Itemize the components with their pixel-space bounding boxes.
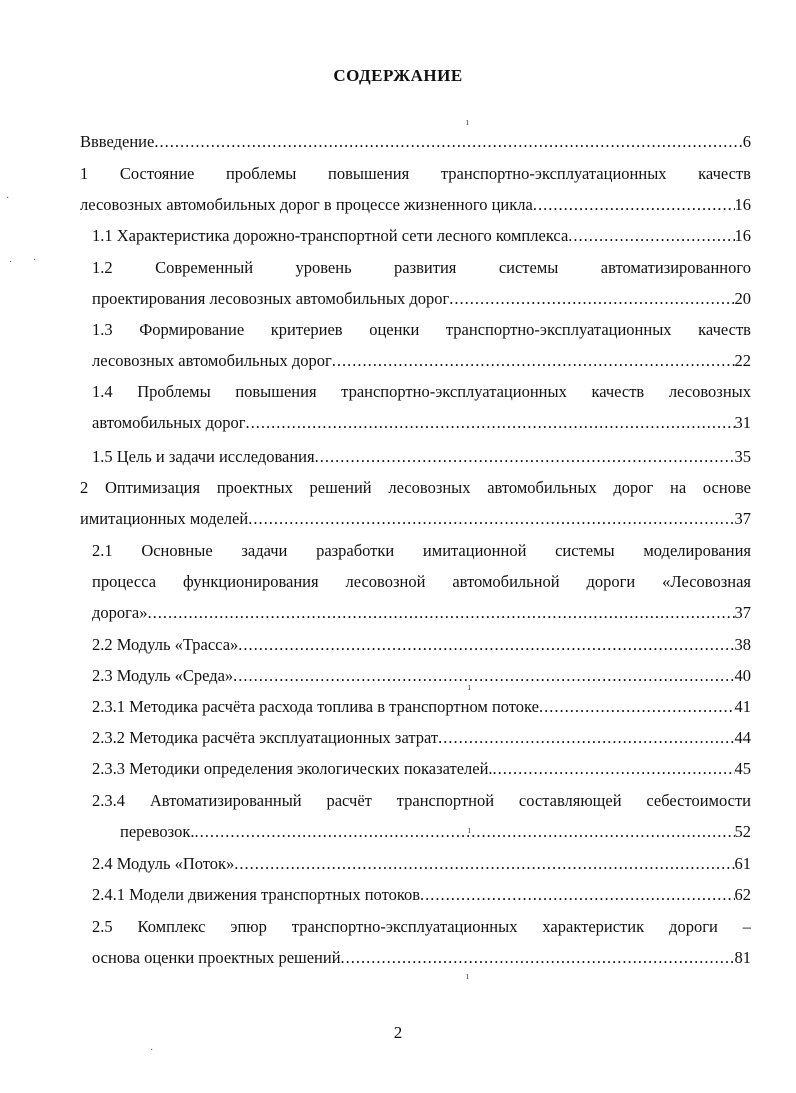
toc-entry [92, 722, 751, 753]
toc-dot-leader [154, 126, 742, 157]
toc-entry [92, 753, 751, 784]
toc-dot-leader [539, 691, 735, 722]
scan-speck: ı [468, 682, 471, 693]
toc-entry-line [92, 816, 751, 847]
toc-word: Состояние [119, 164, 195, 183]
toc-word: Формирование [139, 320, 245, 339]
toc-page-number: 62 [734, 885, 751, 904]
toc-entry-line [92, 283, 751, 314]
toc-word: системы [498, 258, 559, 277]
toc-word: транспортно-эксплуатационных [341, 382, 567, 401]
toc-word: качеств [698, 320, 751, 339]
toc-entry-line [80, 158, 751, 189]
toc-entry-title: проектирования лесовозных автомобильных дорог [92, 289, 450, 308]
toc-entry-line [80, 126, 751, 157]
toc-entry [80, 126, 751, 157]
toc-word: 2.1 [92, 541, 113, 560]
toc-entry-title: 2.4.1 Модели движения транспортных потоков [92, 885, 421, 904]
toc-word: качеств [698, 164, 751, 183]
page-title: СОДЕРЖАНИЕ [333, 66, 463, 85]
toc-word: себестоимости [646, 791, 751, 810]
toc-page-number: 35 [734, 447, 751, 466]
scan-speck: ı [466, 971, 469, 982]
toc-dot-leader [194, 816, 734, 847]
toc-entry-line [80, 472, 751, 503]
toc-dot-leader [533, 189, 735, 220]
toc-word: транспортно-эксплуатационных [445, 320, 672, 339]
toc-word: развития [394, 258, 457, 277]
toc-word: повышения [327, 164, 410, 183]
toc-dot-leader [568, 220, 734, 251]
toc-word: решений [309, 478, 372, 497]
scan-speck: · [9, 257, 13, 268]
toc-entry [80, 158, 751, 220]
toc-word: лесовозных [668, 382, 751, 401]
toc-entry [92, 314, 751, 376]
toc-page-number: 16 [734, 226, 751, 245]
toc-entry-line [80, 189, 751, 220]
toc-entry-line [92, 597, 751, 628]
toc-entry-line [92, 535, 751, 566]
toc-word: транспортно-эксплуатационных [440, 164, 667, 183]
toc-word: функционирования [183, 572, 319, 591]
toc-word: дороги [586, 572, 636, 591]
toc-entry-line [92, 220, 751, 251]
toc-word: транспортной [396, 791, 495, 810]
toc-word: Современный [155, 258, 254, 277]
toc-dot-leader [449, 283, 734, 314]
toc-dot-leader [315, 441, 735, 472]
toc-entry [92, 848, 751, 879]
toc-entry-line [92, 441, 751, 472]
toc-page-number: 31 [734, 413, 751, 432]
toc-word: 1.4 [92, 382, 113, 401]
toc-word: 2.3.4 [92, 791, 125, 810]
toc-page-number: 41 [734, 697, 751, 716]
toc-page-number: 52 [734, 822, 751, 841]
toc-word: моделирования [643, 541, 751, 560]
toc-word: качеств [591, 382, 645, 401]
toc-entry [92, 220, 751, 251]
scan-speck: · [33, 255, 37, 266]
toc-entry-line [92, 345, 751, 376]
toc-word: 2.5 [92, 917, 113, 936]
toc-entry-title: 1.5 Цель и задачи исследования [92, 447, 315, 466]
toc-dot-leader [332, 345, 735, 376]
toc-entry [92, 376, 751, 438]
toc-entry [92, 629, 751, 660]
toc-word: автоматизированного [600, 258, 751, 277]
toc-word: имитационной [422, 541, 527, 560]
toc-word: Оптимизация [104, 478, 201, 497]
toc-word: основе [702, 478, 751, 497]
toc-word: дороги [669, 917, 718, 936]
toc-word: 1 [80, 164, 89, 183]
toc-page-number: 20 [734, 289, 751, 308]
toc-word: лесовозной [345, 572, 426, 591]
toc-word: разработки [316, 541, 395, 560]
toc-page-number: 16 [734, 195, 751, 214]
scan-speck: · [150, 1045, 154, 1056]
toc-word: автомобильных [487, 478, 597, 497]
toc-entry-title: лесовозных автомобильных дорог [92, 351, 332, 370]
toc-entry-title: 2.3.2 Методика расчёта эксплуатационных затрат [92, 728, 439, 747]
toc-page-number: 38 [734, 635, 751, 654]
toc-word: эпюр [230, 917, 267, 936]
toc-entry-line [80, 503, 751, 534]
toc-entry-line [92, 252, 751, 283]
toc-entry [92, 252, 751, 314]
toc-word: уровень [295, 258, 352, 277]
toc-word: критериев [270, 320, 343, 339]
toc-entry-line [92, 566, 751, 597]
toc-entry-line [92, 785, 751, 816]
toc-word: транспортно-эксплуатационных [291, 917, 518, 936]
scan-speck: ı [468, 825, 471, 836]
toc-word: 2 [80, 478, 89, 497]
toc-entry-title: перевозок. [120, 822, 195, 841]
toc-entry-title: Ввведение [80, 132, 155, 151]
toc-word: лесовозных [388, 478, 471, 497]
toc-entry-line [92, 314, 751, 345]
toc-entry-line [92, 722, 751, 753]
toc-page-number: 40 [734, 666, 751, 685]
toc-word: проблемы [225, 164, 297, 183]
scan-speck: ı [466, 117, 469, 128]
toc-dot-leader [341, 942, 735, 973]
toc-entry [92, 535, 751, 628]
toc-dot-leader [248, 503, 734, 534]
toc-entry [92, 691, 751, 722]
toc-page-number: 6 [742, 132, 751, 151]
toc-word: дорог [613, 478, 654, 497]
toc-word: характеристик [542, 917, 645, 936]
toc-word: оценки [369, 320, 420, 339]
toc-page-number: 61 [734, 854, 751, 873]
toc-entry-title: автомобильных дорог [92, 413, 246, 432]
toc-dot-leader [148, 597, 735, 628]
toc-entry-line [92, 911, 751, 942]
toc-entry-title: 1.1 Характеристика дорожно-транспортной сети лесного комплекса [92, 226, 569, 245]
toc-entry [92, 785, 751, 847]
toc-dot-leader [238, 629, 734, 660]
toc-word: 1.2 [92, 258, 113, 277]
toc-word: Основные [141, 541, 213, 560]
toc-page-number: 45 [734, 759, 751, 778]
toc-entry-line [92, 942, 751, 973]
toc-word: расчёт [326, 791, 372, 810]
toc-entry [92, 911, 751, 973]
toc-entry [92, 441, 751, 472]
toc-entry-title: 2.3.1 Методика расчёта расхода топлива в транспортном потоке [92, 697, 539, 716]
toc-dot-leader [493, 753, 735, 784]
toc-entry-line [92, 407, 751, 438]
toc-entry-line [92, 660, 751, 691]
toc-dot-leader [438, 722, 734, 753]
toc-entry-title: основа оценки проектных решений [92, 948, 341, 967]
toc-dot-leader [233, 660, 734, 691]
toc-word: Комплекс [137, 917, 206, 936]
toc-entry-title: 2.3.3 Методики определения экологических показателей. [92, 759, 493, 778]
toc-word: на [670, 478, 687, 497]
toc-entry-title: дорога» [92, 603, 148, 622]
toc-entry-line [92, 629, 751, 660]
toc-entry [92, 879, 751, 910]
toc-word: Автоматизированный [149, 791, 302, 810]
toc-entry-line [92, 848, 751, 879]
toc-entry-title: 2.2 Модуль «Трасса» [92, 635, 239, 654]
toc-word: Проблемы [137, 382, 211, 401]
toc-entry-title: имитационных моделей [80, 509, 249, 528]
toc-word: задачи [241, 541, 288, 560]
toc-word: 1.3 [92, 320, 113, 339]
toc-page-number: 81 [734, 948, 751, 967]
toc-entry-line [92, 879, 751, 910]
toc-entry [80, 472, 751, 534]
toc-word: процесса [92, 572, 157, 591]
toc-dot-leader [420, 879, 734, 910]
toc-word: системы [555, 541, 615, 560]
toc-page-number: 22 [734, 351, 751, 370]
toc-dot-leader [234, 848, 734, 879]
toc-page-number: 44 [734, 728, 751, 747]
toc-word: составляющей [518, 791, 622, 810]
scan-speck: · [6, 193, 10, 204]
toc-entry-title: лесовозных автомобильных дорог в процессе жизненного цикла [80, 195, 533, 214]
toc-entry-line [92, 376, 751, 407]
toc-word: автомобильной [452, 572, 560, 591]
toc-word: проектных [216, 478, 293, 497]
toc-entry-line [92, 753, 751, 784]
toc-entry-line [92, 691, 751, 722]
toc-word: повышения [235, 382, 317, 401]
toc-entry-title: 2.4 Модуль «Поток» [92, 854, 235, 873]
toc-page-number: 37 [734, 603, 751, 622]
toc-dot-leader [246, 407, 735, 438]
toc-entry-title: 2.3 Модуль «Среда» [92, 666, 234, 685]
toc-word: «Лесовозная [662, 572, 751, 591]
toc-entry [92, 660, 751, 691]
toc-word: – [742, 917, 751, 936]
page-number: 2 [393, 1023, 403, 1042]
toc-page-number: 37 [734, 509, 751, 528]
